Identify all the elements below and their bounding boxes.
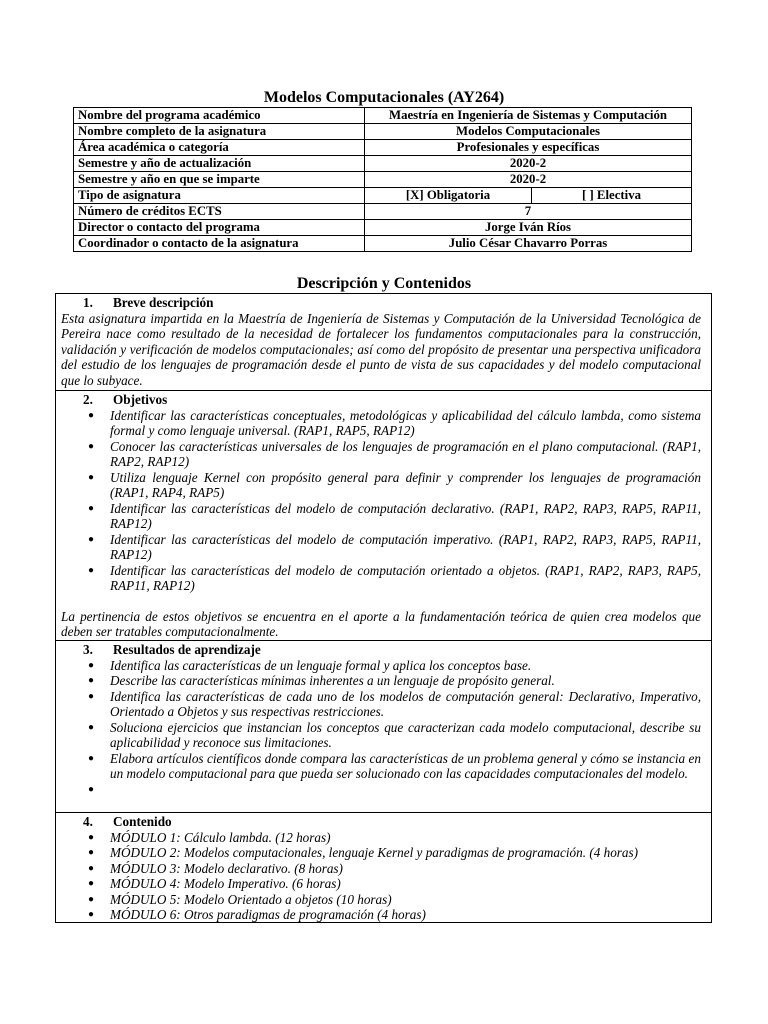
section-learning-outcomes — [56, 641, 711, 813]
row-value: Jorge Iván Ríos — [365, 220, 692, 236]
content-box — [55, 293, 712, 923]
section-title: Descripción y Contenidos — [296, 275, 472, 292]
course-info-table — [73, 107, 692, 252]
list-item: ● Describe las características mínimas inherentes a un lenguaje de propósito general. — [61, 673, 701, 689]
section-number: 1. — [83, 295, 93, 310]
row-value: 7 — [365, 204, 692, 220]
objectives-list — [61, 408, 701, 594]
type-mandatory: [X] Obligatoria — [365, 188, 532, 203]
objectives-closing: La pertinencia de estos objetivos se encuentra en el aporte a la fundamentación teórica de quien crea modelos que deben ser tratables computacionalmente. — [61, 608, 701, 639]
section-number: 4. — [83, 814, 93, 829]
list-item: ● MÓDULO 6: Otros paradigmas de programación (4 horas) — [61, 907, 701, 923]
row-label: Tipo de asignatura — [74, 188, 365, 204]
table-row — [74, 220, 692, 236]
list-item — [61, 782, 701, 798]
section-heading: Resultados de aprendizaje — [113, 642, 261, 657]
table-row — [74, 156, 692, 172]
list-item: ● Soluciona ejercicios que instancian los conceptos que caracterizan cada modelo computacional, describe su aplicabilidad y reconoce sus limitaciones. — [61, 720, 701, 751]
list-item: ● Utiliza lenguaje Kernel con propósito general para definir y comprender los lenguajes de programación (RAP1, RAP4, RAP5) — [61, 470, 701, 501]
list-item: ● Elabora artículos científicos donde compara las características de un problema general y cómo se instancia en un modelo computacional para que pueda ser solucionado con las capacidades computacionales del modelo. — [61, 751, 701, 782]
row-value: 2020-2 — [365, 172, 692, 188]
row-label: Director o contacto del programa — [74, 220, 365, 236]
section-heading: Breve descripción — [113, 295, 214, 310]
section-number: 2. — [83, 392, 93, 407]
row-label: Semestre y año de actualización — [74, 156, 365, 172]
section-description — [56, 294, 711, 391]
row-value: Julio César Chavarro Porras — [365, 236, 692, 252]
table-row — [74, 108, 692, 124]
section-heading: Contenido — [113, 814, 172, 829]
page-title: Modelos Computacionales (AY264) — [263, 89, 505, 106]
table-row — [74, 204, 692, 220]
row-label: Semestre y año en que se imparte — [74, 172, 365, 188]
row-value: 2020-2 — [365, 156, 692, 172]
table-row — [74, 140, 692, 156]
row-value: Profesionales y específicas — [365, 140, 692, 156]
list-item: ● Identificar las características del modelo de computación imperativo. (RAP1, RAP2, RAP3, RAP5, RAP11, RAP12) — [61, 532, 701, 563]
list-item: ● MÓDULO 4: Modelo Imperativo. (6 horas) — [61, 876, 701, 892]
row-label: Número de créditos ECTS — [74, 204, 365, 220]
list-item: ● MÓDULO 3: Modelo declarativo. (8 horas) — [61, 861, 701, 877]
outcomes-list — [61, 658, 701, 798]
table-row — [74, 172, 692, 188]
section-heading: Objetivos — [113, 392, 168, 407]
row-value: Modelos Computacionales — [365, 124, 692, 140]
list-item: ● Conocer las características universales de los lenguajes de programación en el plano computacional. (RAP1, RAP2, RAP12) — [61, 439, 701, 470]
modules-list — [61, 830, 701, 923]
row-label: Nombre completo de la asignatura — [74, 124, 365, 140]
table-row — [74, 236, 692, 252]
list-item: ● Identifica las características de un lenguaje formal y aplica los conceptos base. — [61, 658, 701, 674]
table-row — [74, 124, 692, 140]
row-label: Coordinador o contacto de la asignatura — [74, 236, 365, 252]
section-contents — [56, 813, 711, 925]
list-item: ● MÓDULO 1: Cálculo lambda. (12 horas) — [61, 830, 701, 846]
course-type-cell — [365, 188, 692, 204]
table-row — [74, 188, 692, 204]
description-text: Esta asignatura impartida en la Maestría de Ingeniería de Sistemas y Computación de la Universidad Tecnológica de Pereira nace como resultado de la necesidad de fortalecer los fundamentos computacionales para la construcción, validación y verificación de modelos computacionales; así como del propósito de presentar una perspectiva unificadora del estudio de los lenguajes de programación desde el punto de vista de sus capacidades y del modelo computacional que lo subyace. — [61, 310, 701, 388]
list-item: ● Identificar las características del modelo de computación declarativo. (RAP1, RAP2, RAP3, RAP5, RAP11, RAP12) — [61, 501, 701, 532]
list-item: ● Identifica las características de cada uno de los modelos de computación general: Declarativo, Imperativo, Orientado a Objetos y sus respectivas restricciones. — [61, 689, 701, 720]
row-value: Maestría en Ingeniería de Sistemas y Computación — [365, 108, 692, 124]
row-label: Nombre del programa académico — [74, 108, 365, 124]
list-item: ● MÓDULO 5: Modelo Orientado a objetos (10 horas) — [61, 892, 701, 908]
list-item: ● Identificar las características del modelo de computación orientado a objetos. (RAP1, RAP2, RAP3, RAP5, RAP11, RAP12) — [61, 563, 701, 594]
row-label: Área académica o categoría — [74, 140, 365, 156]
list-item: ● MÓDULO 2: Modelos computacionales, lenguaje Kernel y paradigmas de programación. (4 horas) — [61, 845, 701, 861]
list-item: ● Identificar las características conceptuales, metodológicas y aplicabilidad del cálculo lambda, como sistema formal y como lenguaje universal. (RAP1, RAP5, RAP12) — [61, 408, 701, 439]
section-number: 3. — [83, 642, 93, 657]
section-objectives — [56, 391, 711, 641]
type-elective: [ ] Electiva — [582, 188, 641, 202]
